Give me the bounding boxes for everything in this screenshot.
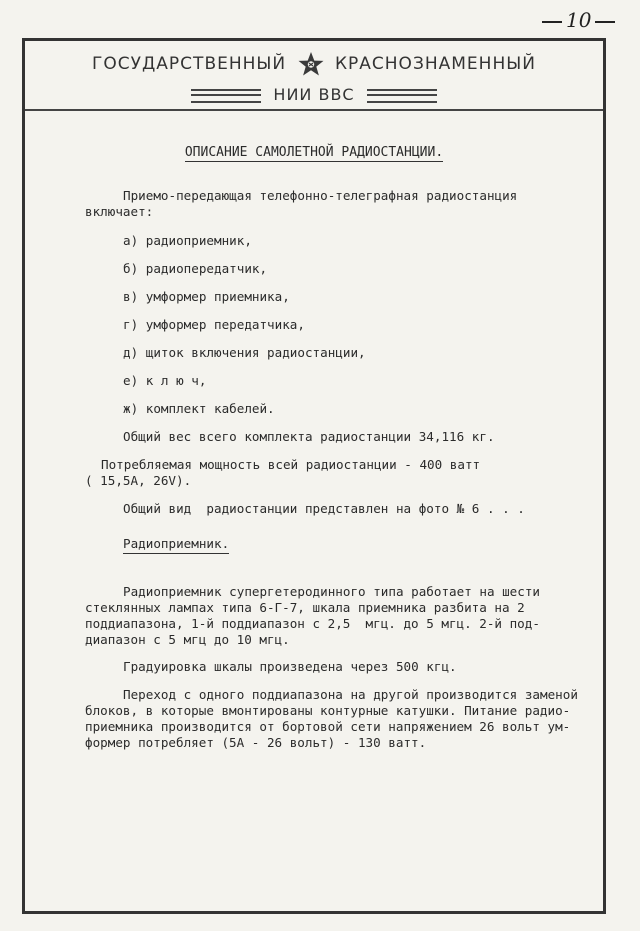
list-item: а) радиоприемник, <box>123 233 252 248</box>
institute-name: НИИ ВВС <box>273 85 355 104</box>
list-item: д) щиток включения радиостанции, <box>123 345 366 360</box>
list-item: б) радиопередатчик, <box>123 261 268 276</box>
switching-paragraph-line: формер потребляет (5А - 26 вольт) - 130 ватт. <box>85 735 427 750</box>
page-number: 10 <box>538 8 619 32</box>
list-item: г) умформер передатчика, <box>123 317 305 332</box>
switching-paragraph-line: блоков, в которые вмонтированы контурные катушки. Питание радио- <box>85 703 571 718</box>
letterhead <box>25 51 603 111</box>
power-line-1: Потребляемая мощность всей радиостанции - 400 ватт <box>101 457 481 472</box>
power-line-2: ( 15,5А, 26V). <box>85 473 192 488</box>
red-star-emblem-icon <box>297 51 325 77</box>
org-name-left: ГОСУДАРСТВЕННЫЙ <box>92 54 287 74</box>
decorative-bars-left <box>191 89 261 103</box>
receiver-paragraph-line: диапазон с 5 мгц до 10 мгц. <box>85 632 290 647</box>
receiver-paragraph-line: стеклянных лампах типа 6-Г-7, шкала приемника разбита на 2 <box>85 600 525 615</box>
header-divider <box>25 109 603 111</box>
receiver-heading: Радиоприемник. <box>123 535 229 552</box>
photo-reference: Общий вид радиостанции представлен на фото № 6 . . . <box>123 501 525 516</box>
graduation-line: Градуировка шкалы произведена через 500 кгц. <box>123 659 457 674</box>
organization-line <box>25 51 603 77</box>
org-name-right: КРАСНОЗНАМЕННЫЙ <box>334 54 536 74</box>
page-frame <box>22 38 606 914</box>
intro-line-1: Приемо-передающая телефонно-телеграфная радиостанция <box>123 188 518 203</box>
institute-line <box>25 85 603 104</box>
decorative-bars-right <box>367 89 437 103</box>
switching-paragraph-line: приемника производится от бортовой сети напряжением 26 вольт ум- <box>85 719 571 734</box>
intro-line-2: включает: <box>85 204 154 219</box>
receiver-paragraph-line: поддиапазона, 1-й поддиапазон с 2,5 мгц. до 5 мгц. 2-й под- <box>85 616 540 631</box>
list-item: ж) комплект кабелей. <box>123 401 275 416</box>
switching-paragraph-line: Переход с одного поддиапазона на другой производится заменой <box>123 687 578 702</box>
list-item: е) к л ю ч, <box>123 373 207 388</box>
total-weight: Общий вес всего комплекта радиостанции 34,116 кг. <box>123 429 495 444</box>
receiver-paragraph-line: Радиоприемник супергетеродинного типа работает на шести <box>123 584 541 599</box>
list-item: в) умформер приемника, <box>123 289 290 304</box>
document-title: ОПИСАНИЕ САМОЛЕТНОЙ РАДИОСТАНЦИИ. <box>184 145 444 160</box>
